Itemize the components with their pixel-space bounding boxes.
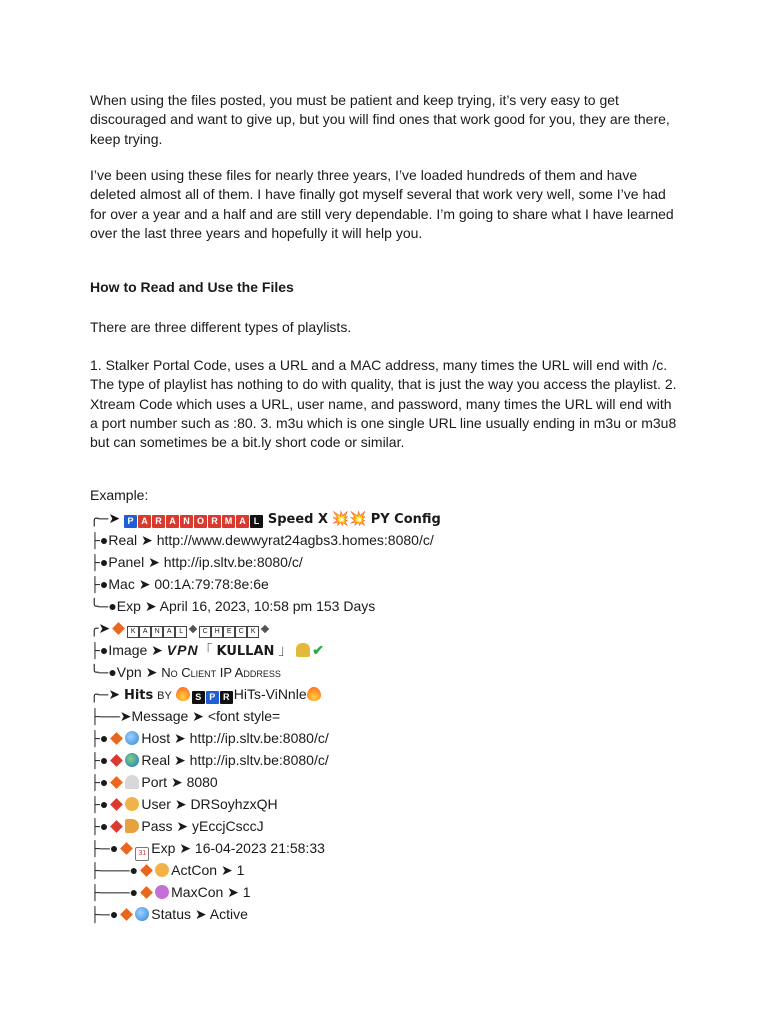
playlist-types-intro: There are three different types of playlists. [90,319,352,335]
boxed-letter: K [127,626,139,638]
mac-address: 00:1A:79:78:8e:6e [154,576,269,592]
vpn-label: VPN [166,642,199,658]
boxed-letter: H [211,626,223,638]
real-value: ➤ http://ip.sltv.be:8080/c/ [170,752,329,768]
boxed-letter: N [151,626,163,638]
red-diamond-icon [111,820,124,833]
tree-prefix: ├─● [90,906,119,922]
boxed-letter: C [199,626,211,638]
tree-prefix: ├● [90,796,109,812]
fire-icon [176,687,190,701]
collision-icon: 💥 [331,510,350,526]
pass-label: Pass [141,818,173,834]
tree-prefix: ╰─●Exp ➤ [90,598,160,614]
letter-tile: P [124,515,137,528]
orange-diamond-icon [120,842,133,855]
collision-icon: 💥 [349,510,367,526]
vpn-line [90,661,690,683]
letter-tile: R [220,691,233,704]
tree-prefix: ├───● [90,862,139,878]
host-label: Host [141,730,171,746]
host-line [90,727,690,749]
intro-paragraph-1: When using the files posted, you must be patient and keep trying, it’s very easy to get discouraged and want to give up, but you will find ones that work good for you, they are there, keep trying. [90,92,670,147]
port-label: Port [141,774,168,790]
orange-diamond-icon [140,864,153,877]
actcon-value: ➤ 1 [217,862,245,878]
orange-diamond-icon [111,776,124,789]
actcon-line [90,859,690,881]
config-line-mac [90,573,690,595]
person-icon [155,863,169,877]
tree-prefix: ├● [90,752,109,768]
boxed-letter: A [163,626,175,638]
message-value: <font style= [207,708,281,724]
hits-line [90,683,690,705]
tree-prefix: ├● [90,774,109,790]
person-icon [125,797,139,811]
letter-tile: M [222,515,235,528]
small-diamond-icon [189,625,197,633]
calendar-icon: 31 [135,847,149,861]
tree-prefix: ╭➤ [90,620,111,636]
red-diamond-icon [111,754,124,767]
tree-prefix: ├──➤Message ➤ [90,708,208,724]
image-line [90,639,690,661]
section-heading: How to Read and Use the Files [90,279,294,295]
real-url: http://www.dewwyrat24agbs3.homes:8080/c/ [156,532,434,548]
tree-prefix: ╭─➤ [90,686,124,702]
satellite-dish-icon [125,775,139,789]
host-value: ➤ http://ip.sltv.be:8080/c/ [170,730,329,746]
small-diamond-icon [261,625,269,633]
orange-diamond-icon [112,622,125,635]
user-label: User [141,796,171,812]
status-line [90,903,690,925]
lock-icon [296,643,310,657]
letter-tile: A [138,515,151,528]
orange-diamond-icon [120,908,133,921]
expiry-date: April 16, 2023, 10:58 pm 153 Days [159,598,376,614]
status-value: ➤ Active [191,906,248,922]
user-line [90,793,690,815]
check-mark-icon: ✔ [312,642,324,658]
vpn-status: No Client IP Address [161,665,281,680]
config-title-line [90,507,690,529]
real-line [90,749,690,771]
port-value: ➤ 8080 [167,774,218,790]
tree-prefix: ├●Real ➤ [90,532,157,548]
actcon-label: ActCon [171,862,218,878]
exp-value: ➤ 16-04-2023 21:58:33 [175,840,325,856]
red-diamond-icon [111,798,124,811]
maxcon-line [90,881,690,903]
orange-diamond-icon [111,732,124,745]
tree-prefix: ├● [90,818,109,834]
boxed-letter: L [175,626,187,638]
real-label: Real [141,752,171,768]
letter-tile: A [166,515,179,528]
message-line [90,705,690,727]
bracket-close: 」 [274,642,293,658]
example-label: Example: [90,487,149,503]
orange-diamond-icon [140,886,153,899]
panel-url: http://ip.sltv.be:8080/c/ [163,554,303,570]
globe-icon [135,907,149,921]
boxed-letter: A [139,626,151,638]
exp-label: Exp [151,840,176,856]
kullan-label: KULLAN [216,644,275,659]
user-value: ➤ DRSoyhzxQH [170,796,278,812]
tree-prefix: ├● [90,730,109,746]
author-name: HiTs-ViNnle [233,686,307,702]
playlist-types-list: 1. Stalker Portal Code, uses a URL and a MAC address, many times the URL will end with /c. The type of playlist has nothing to do with quality, that is just the way you access the playlist. 2. Xtream Code which uses a URL, user name, and password, many times the URL will end with a port number such as :80. 3. m3u which is one single URL line usually ending in m3u or m3u8 but can sometimes be a bit.ly short code or similar. [90,357,677,451]
earth-icon [125,753,139,767]
config-line-panel [90,551,690,573]
tree-prefix: ╭─➤ [90,510,124,526]
config-title: Speed X [267,512,329,527]
config-line-exp [90,595,690,617]
intro-paragraph-2: I’ve been using these files for nearly three years, I’ve loaded hundreds of them and have deleted almost all of them. I have finally got myself several that work very well, some I’ve had for over a year and a half and are still very dependable. I’m going to share what I have learned over the last three years and hopefully it will help you. [90,167,674,241]
exp-line [90,837,690,859]
example-config-block [90,507,690,925]
letter-tile: R [208,515,221,528]
pass-value: ➤ yEccjCsccJ [172,818,264,834]
letter-tile: A [236,515,249,528]
letter-tile: R [152,515,165,528]
globe-icon [125,731,139,745]
letter-tile: P [206,691,219,704]
tree-prefix: ├───● [90,884,139,900]
boxed-letter: K [247,626,259,638]
key-icon [125,819,139,833]
hits-label: Hits [123,688,154,703]
maxcon-value: ➤ 1 [223,884,251,900]
pass-line [90,815,690,837]
status-label: Status [151,906,191,922]
maxcon-label: MaxCon [171,884,224,900]
letter-tile: N [180,515,193,528]
by-label: BY [157,690,172,702]
fire-icon [307,687,321,701]
tree-prefix: ╰─●Vpn ➤ [90,664,162,680]
boxed-letter: E [223,626,235,638]
letter-tile: S [192,691,205,704]
boxed-letter: C [235,626,247,638]
people-icon [155,885,169,899]
port-line [90,771,690,793]
letter-tile: L [250,515,263,528]
config-line-real [90,529,690,551]
tree-prefix: ├●Mac ➤ [90,576,155,592]
tree-prefix: ├●Panel ➤ [90,554,164,570]
bracket-open: 「 [198,642,217,658]
tree-prefix: ├●Image ➤ [90,642,167,658]
kanal-check-line [90,617,690,639]
tree-prefix: ├─● [90,840,119,856]
letter-tile: O [194,515,207,528]
config-label: PY Config [370,512,441,527]
